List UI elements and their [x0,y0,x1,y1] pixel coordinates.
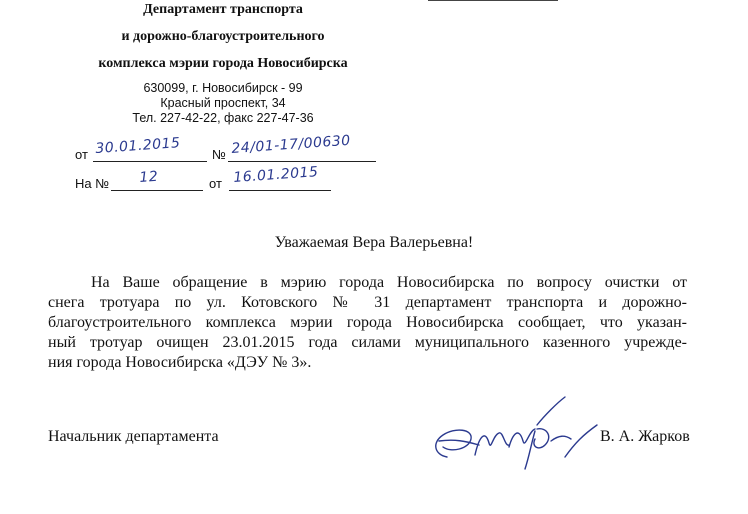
signature-image [425,395,600,475]
top-rule [428,0,558,1]
body-line-3: благоустроительного комплекса мэрии города Новосибирска сообщает, что указан- [48,314,687,331]
department-name-line-2: и дорожно-благоустроительного [121,29,325,44]
from-label: от [75,147,88,162]
signatory-name: В. А. Жарков [600,428,690,445]
reply-number: 12 [138,168,159,186]
signatory-position: Начальник департамента [48,428,219,445]
number-label: № [212,147,226,162]
department-name-line-3: комплекса мэрии города Новосибирска [98,56,348,71]
reply-date: 16.01.2015 [232,164,319,186]
reply-number-label: На № [75,176,110,191]
letter-body [48,273,687,373]
body-line-1: На Ваше обращение в мэрию города Новосибирска по вопросу очистки от [91,274,687,291]
reply-date-underline [229,190,331,191]
address-line-phone: Тел. 227-42-22, факс 227-47-36 [132,111,314,125]
greeting: Уважаемая Вера Валерьевна! [274,234,474,251]
reply-from-label: от [209,176,222,191]
outgoing-number: 24/01-17/00630 [230,132,352,157]
reply-number-underline [111,190,203,191]
body-line-2: снега тротуара по ул. Котовского № 31 департамент транспорта и дорожно- [48,294,687,311]
department-name-line-1: Департамент транспорта [143,2,303,17]
body-line-5: ния города Новосибирска «ДЭУ № 3». [48,354,312,371]
outgoing-date: 30.01.2015 [94,135,181,157]
address-line-street: Красный проспект, 34 [160,96,286,110]
body-line-4: ный тротуар очищен 23.01.2015 года силами муниципального казенного учрежде- [48,334,687,351]
address-line-postcode: 630099, г. Новосибирск - 99 [143,81,303,95]
number-underline [228,161,376,162]
date-underline [93,161,207,162]
